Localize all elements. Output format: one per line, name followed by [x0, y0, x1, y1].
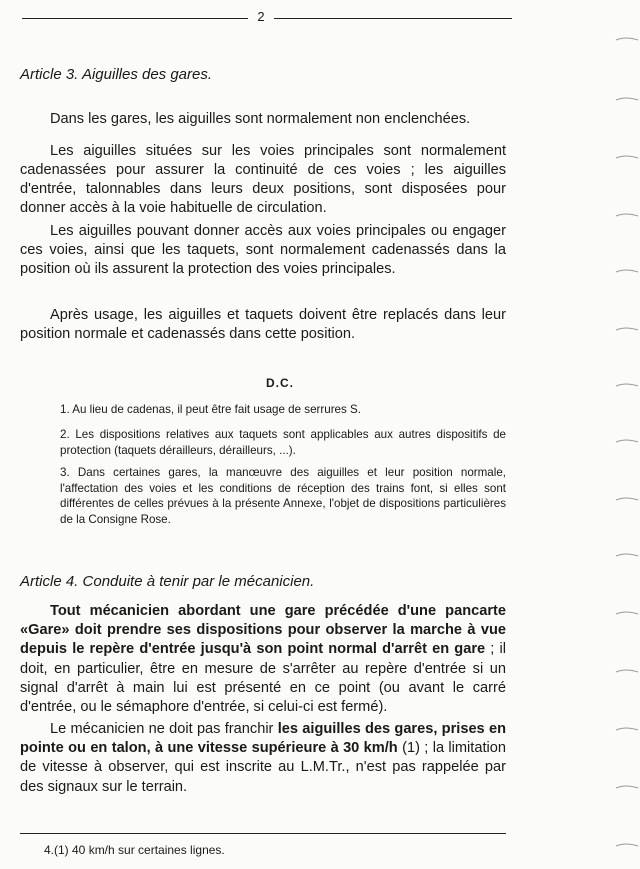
article-4-heading: Article 4. Conduite à tenir par le mécanicien.: [20, 573, 315, 590]
header-rule-right: [274, 18, 512, 19]
article-4-paragraph-1-bold: Tout mécanicien abordant une gare précédée d'une pancarte «Gare» doit prendre ses dispositions pour observer la marche à vue depuis le repère d'entrée jusqu'à son point normal d'arrêt en gare: [20, 603, 506, 658]
footnote: 4.(1) 40 km/h sur certaines lignes.: [44, 843, 225, 857]
dc-note-2: 2. Les dispositions relatives aux taquets sont applicables aux autres dispositifs de protection (taquets dérailleurs, dérailleurs, ...).: [60, 428, 506, 457]
article-4-paragraph-2-start: Le mécanicien ne doit pas franchir: [50, 721, 278, 737]
article-3-paragraph-4: Après usage, les aiguilles et taquets doivent être replacés dans leur position normale et cadenassés dans cette position.: [20, 307, 506, 342]
article-3-paragraph-3: Les aiguilles pouvant donner accès aux voies principales ou engager ces voies, ainsi que les taquets, sont normalement cadenassés dans la position où ils assurent la protection des voies principales.: [20, 223, 506, 277]
article-3-heading: Article 3. Aiguilles des gares.: [20, 66, 213, 83]
page-number: 2: [257, 9, 265, 24]
binder-edge-marks: [608, 0, 640, 869]
article-3-paragraph-2: Les aiguilles situées sur les voies principales sont normalement cadenassées pour assurer la continuité de ces voies ; les aiguilles d'entrée, talonnables dans leurs deux positions, sont disposées pour donner accès à la voie habituelle de circulation.: [20, 143, 506, 216]
dc-title: D.C.: [266, 376, 294, 390]
dc-note-1: 1. Au lieu de cadenas, il peut être fait usage de serrures S.: [60, 403, 361, 416]
article-4-paragraph-2-bold: les aiguilles des gares, prises en pointe ou en talon, à une vitesse supérieure à 30 km/h: [20, 721, 506, 757]
footnote-rule: [20, 833, 506, 834]
header-rule-left: [22, 18, 248, 19]
article-4-paragraph-2-rest: (1) ; la limitation de vitesse à observer, qui est inscrite au L.M.Tr., n'est pas rappelée par des signaux sur le terrain.: [20, 740, 507, 795]
article-4-paragraph-1-rest: ; il doit, en particulier, être en mesure de s'arrêter au repère d'entrée si un signal d'arrêt à main lui est présenté en ce point (ou avant le carré d'entrée, ou le sémaphore d'entrée, si celui-ci est fermé).: [20, 641, 506, 716]
article-3-paragraph-1: Dans les gares, les aiguilles sont normalement non enclenchées.: [50, 111, 471, 127]
article-4-paragraph-1: [20, 602, 506, 717]
dc-note-3: 3. Dans certaines gares, la manœuvre des aiguilles et leur position normale, l'affectation des voies et les conditions de réception des trains font, si elles sont différentes de celles prévues à la présente Annexe, l'objet de dispositions particulières de la Consigne Rose.: [60, 466, 506, 526]
page-header: [22, 8, 512, 28]
article-4-paragraph-2: [20, 720, 506, 797]
